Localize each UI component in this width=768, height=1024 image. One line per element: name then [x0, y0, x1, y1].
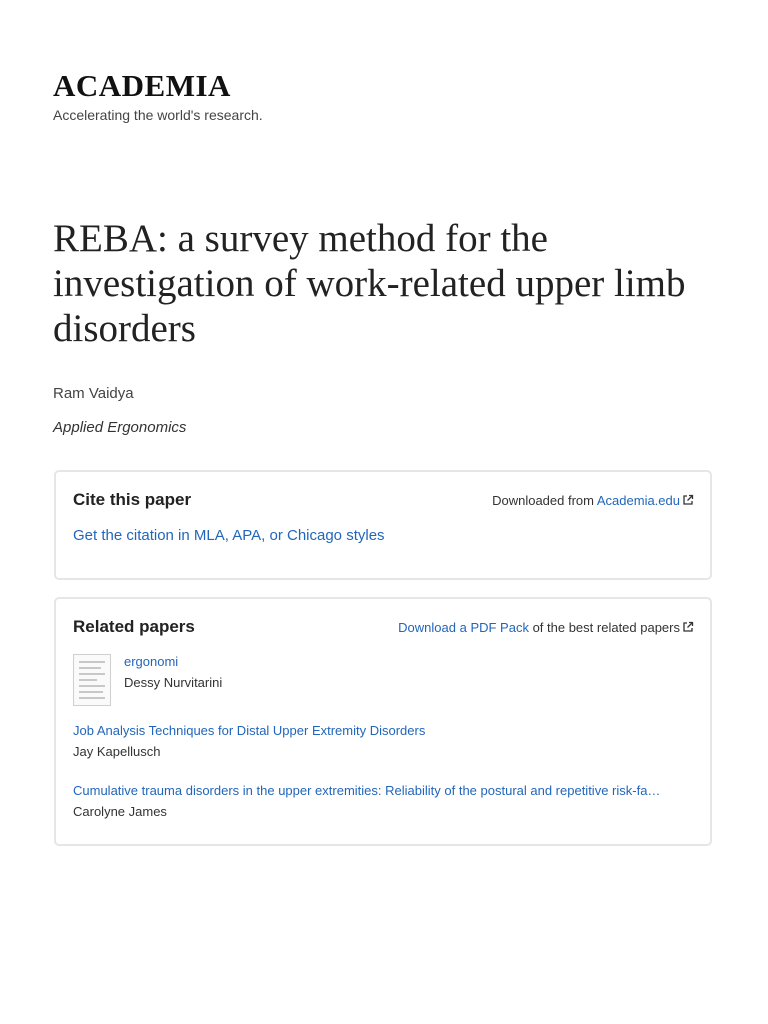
paper-journal: Applied Ergonomics — [53, 419, 187, 436]
tagline: Accelerating the world's research. — [53, 107, 263, 123]
related-papers-card — [54, 597, 712, 846]
related-item-author: Carolyne James — [73, 804, 167, 819]
related-item — [73, 783, 695, 819]
cite-card — [54, 470, 712, 580]
thumbnail-line — [79, 697, 105, 699]
related-item-title[interactable]: Cumulative trauma disorders in the upper extremities: Reliability of the postural and repetitive risk-fa… — [73, 783, 661, 798]
downloaded-prefix: Downloaded from — [492, 493, 597, 508]
academia-logo[interactable]: ACADEMIA — [53, 68, 231, 103]
related-item — [73, 723, 695, 759]
cite-heading: Cite this paper — [73, 490, 192, 509]
thumbnail-line — [79, 667, 101, 669]
related-item-title[interactable]: ergonomi — [124, 654, 179, 669]
paper-thumbnail[interactable] — [73, 654, 111, 706]
related-item-author: Jay Kapellusch — [73, 744, 161, 759]
pack-suffix: of the best related papers — [528, 620, 680, 635]
thumbnail-line — [79, 661, 105, 663]
thumbnail-line — [79, 685, 105, 687]
related-item — [124, 654, 222, 690]
paper-title: REBA: a survey method for the investigation of work-related upper limb disorders — [53, 217, 686, 350]
pdf-pack-note — [398, 620, 694, 636]
thumbnail-line — [79, 679, 97, 681]
external-link-icon[interactable] — [682, 621, 694, 636]
related-item-title[interactable]: Job Analysis Techniques for Distal Upper Extremity Disorders — [73, 723, 426, 738]
academia-edu-link[interactable]: Academia.edu — [596, 493, 680, 508]
downloaded-from — [492, 493, 694, 509]
related-item-author: Dessy Nurvitarini — [124, 675, 223, 690]
related-heading: Related papers — [73, 617, 195, 636]
thumbnail-line — [79, 691, 103, 693]
paper-author: Ram Vaidya — [53, 385, 134, 402]
download-pdf-pack-link[interactable]: Download a PDF Pack — [398, 620, 529, 635]
citation-styles-link[interactable]: Get the citation in MLA, APA, or Chicago styles — [73, 527, 385, 544]
thumbnail-line — [79, 673, 105, 675]
external-link-icon[interactable] — [682, 494, 694, 509]
